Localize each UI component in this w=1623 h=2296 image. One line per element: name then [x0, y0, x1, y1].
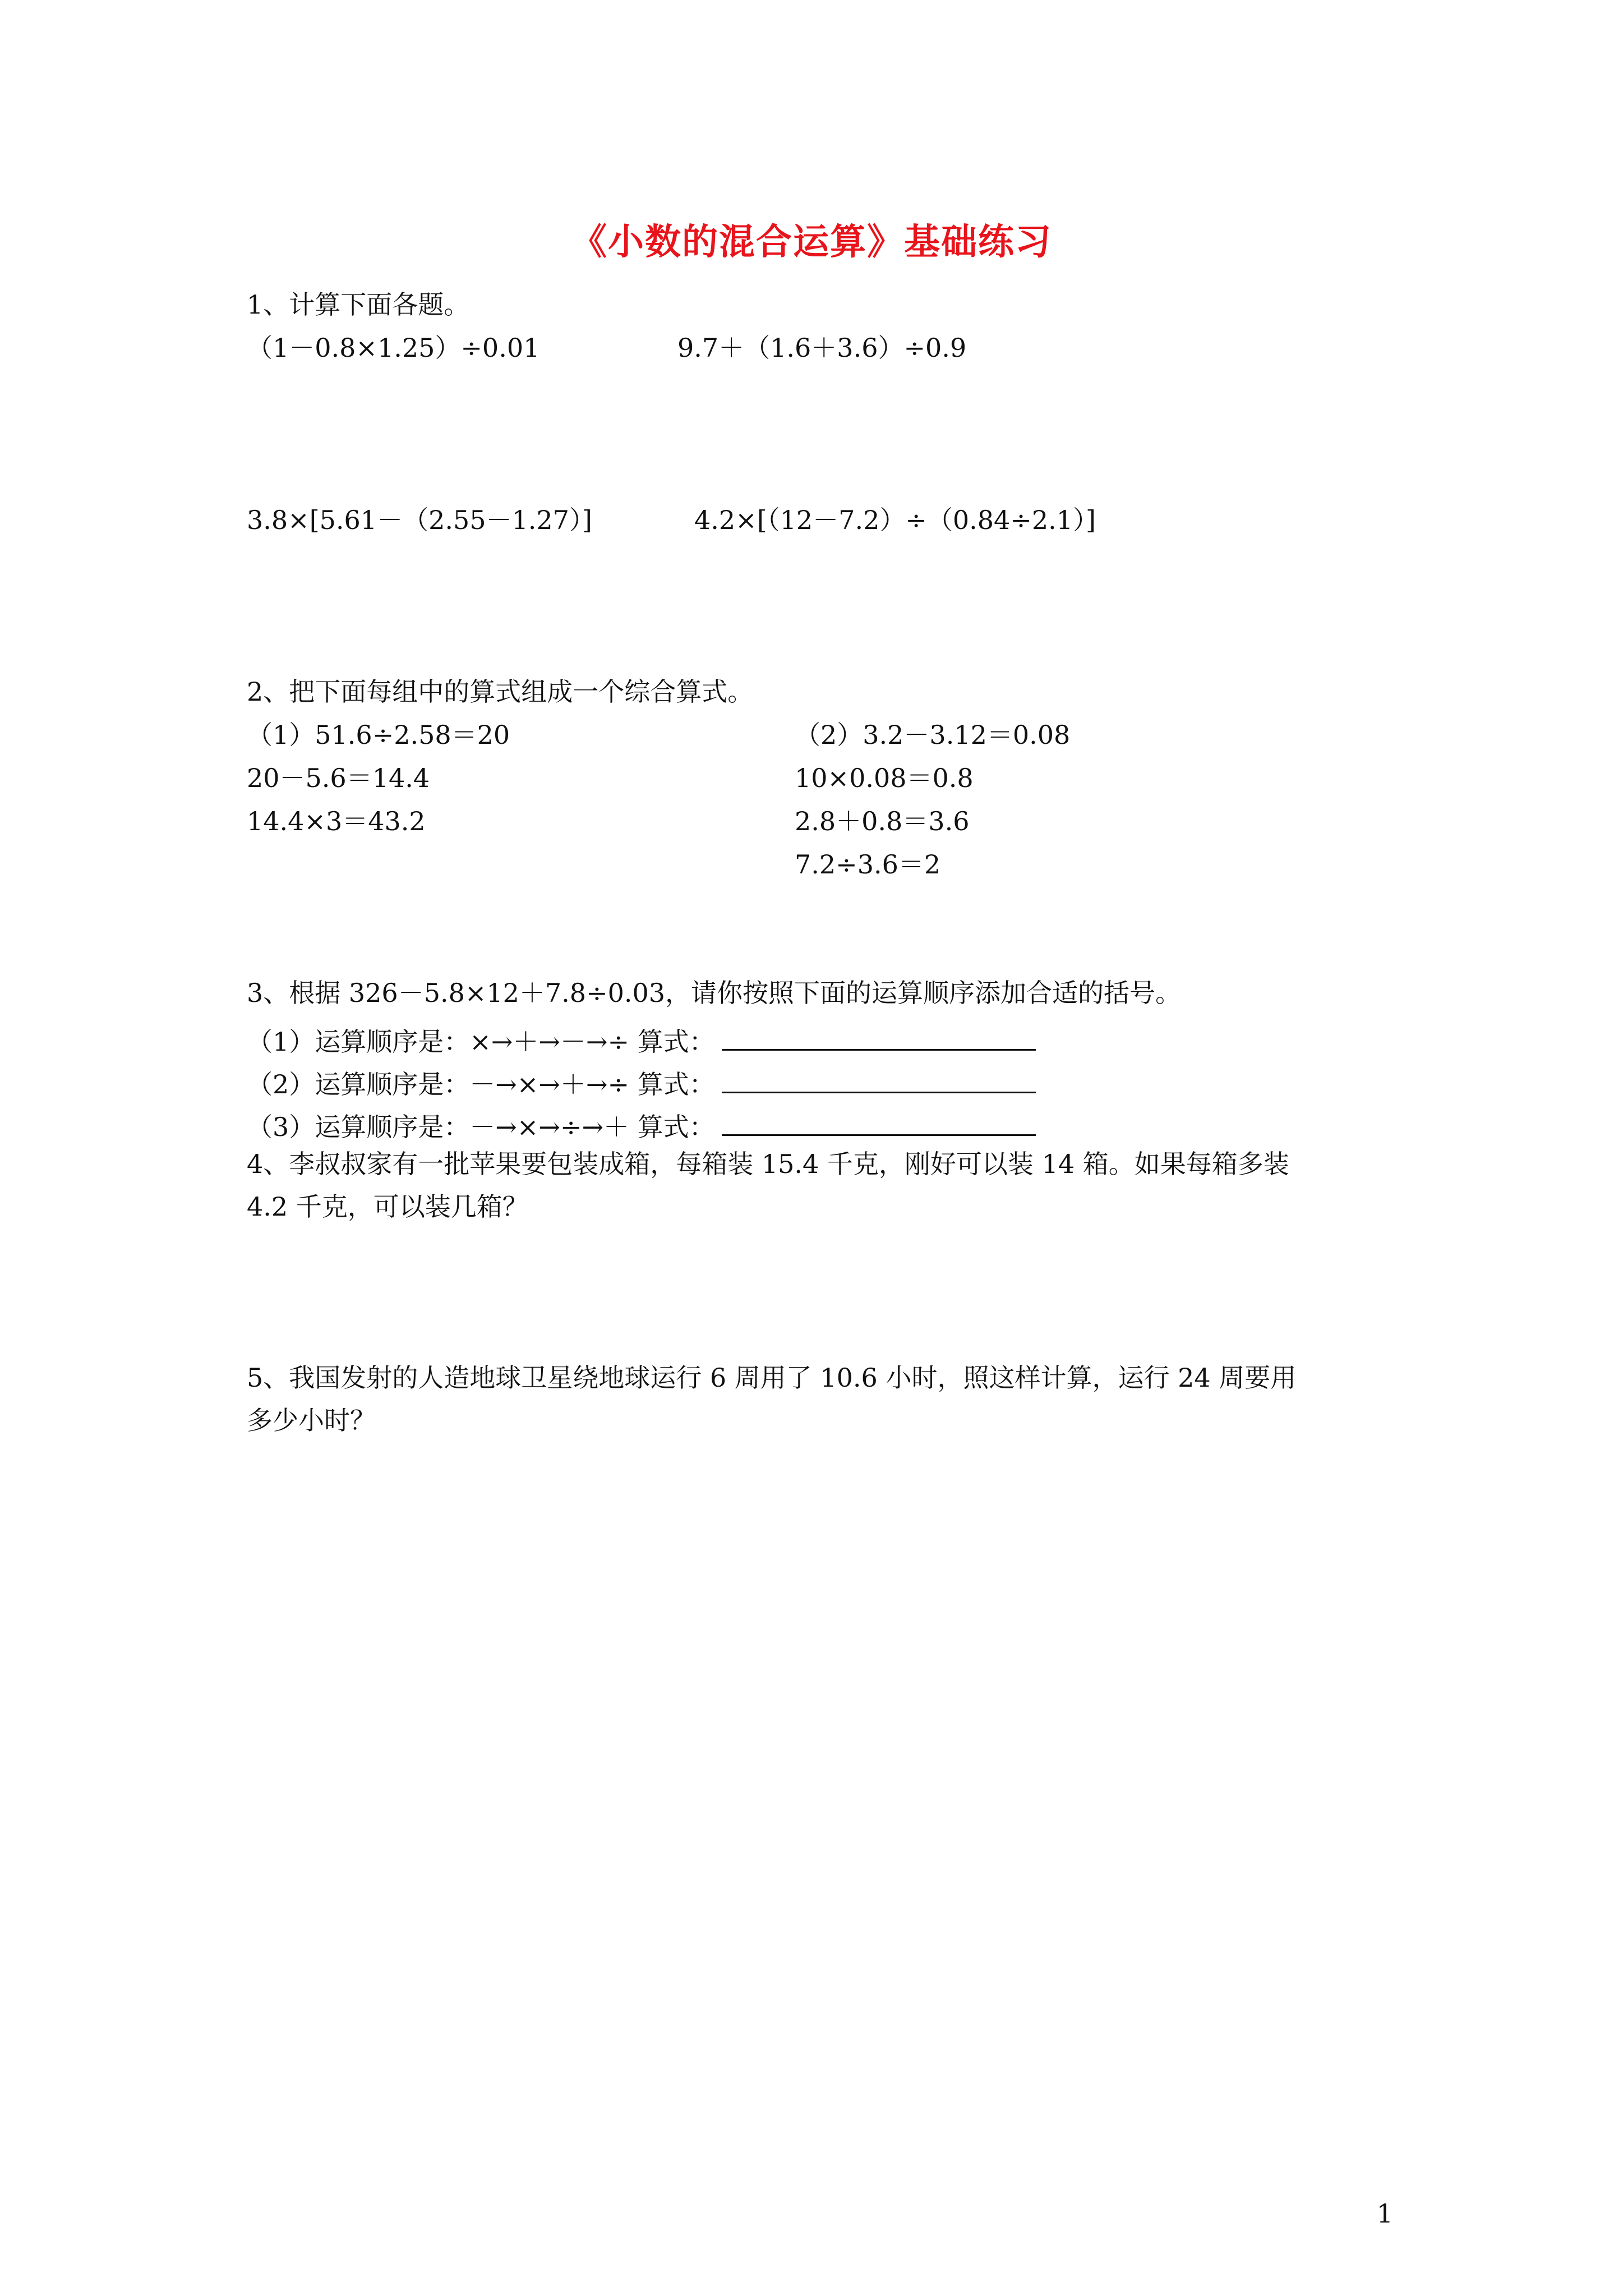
q3-item-1: [247, 1023, 1036, 1055]
q5-line-2: 多少小时？: [247, 1405, 376, 1435]
q2-left-1: （1）51.6÷2.58＝20: [247, 720, 510, 750]
q3-label-2: 算式：: [637, 1069, 715, 1099]
q5-line-1: 5、我国发射的人造地球卫星绕地球运行 6 周用了 10.6 小时，照这样计算，运行 24 周要用: [247, 1363, 1297, 1393]
q2-right-3: 2.8＋0.8＝3.6: [795, 806, 970, 836]
q2-right-4: 7.2÷3.6＝2: [795, 849, 941, 880]
q2-left-2: 20－5.6＝14.4: [247, 763, 430, 793]
q2-heading: 2、把下面每组中的算式组成一个综合算式。: [247, 677, 754, 707]
q1-heading: 1、计算下面各题。: [247, 289, 470, 320]
q1-item-3: 3.8×[5.61－（2.55－1.27）]: [247, 505, 592, 535]
q3-order-2: （2）运算顺序是：－→×→＋→÷: [247, 1069, 629, 1099]
q3-label-3: 算式：: [637, 1112, 715, 1142]
q2-right-1: （2）3.2－3.12＝0.08: [795, 720, 1071, 750]
q3-item-2: [247, 1066, 1036, 1097]
q1-item-2: 9.7＋（1.6＋3.6）÷0.9: [677, 333, 967, 363]
q4-line-2: 4.2 千克，可以装几箱？: [247, 1191, 528, 1222]
q3-heading: 3、根据 326－5.8×12＋7.8÷0.03，请你按照下面的运算顺序添加合适的括号。: [247, 978, 1182, 1008]
q2-left-3: 14.4×3＝43.2: [247, 806, 426, 836]
q3-label-1: 算式：: [637, 1027, 715, 1057]
page-number: 1: [1376, 2198, 1393, 2229]
answer-blank-3[interactable]: [722, 1108, 1036, 1136]
q1-item-1: （1－0.8×1.25）÷0.01: [247, 333, 540, 363]
answer-blank-1[interactable]: [722, 1023, 1036, 1051]
q3-order-1: （1）运算顺序是：×→＋→－→÷: [247, 1027, 629, 1057]
q4-line-1: 4、李叔叔家有一批苹果要包装成箱，每箱装 15.4 千克，刚好可以装 14 箱。如果每箱多装: [247, 1149, 1289, 1179]
q1-item-4: 4.2×[（12－7.2）÷（0.84÷2.1）]: [694, 505, 1096, 535]
q2-right-2: 10×0.08＝0.8: [795, 763, 974, 793]
q3-order-3: （3）运算顺序是：－→×→÷→＋: [247, 1112, 629, 1142]
answer-blank-2[interactable]: [722, 1066, 1036, 1093]
q3-item-3: [247, 1108, 1036, 1140]
worksheet-title: 《小数的混合运算》基础练习: [571, 221, 1052, 263]
